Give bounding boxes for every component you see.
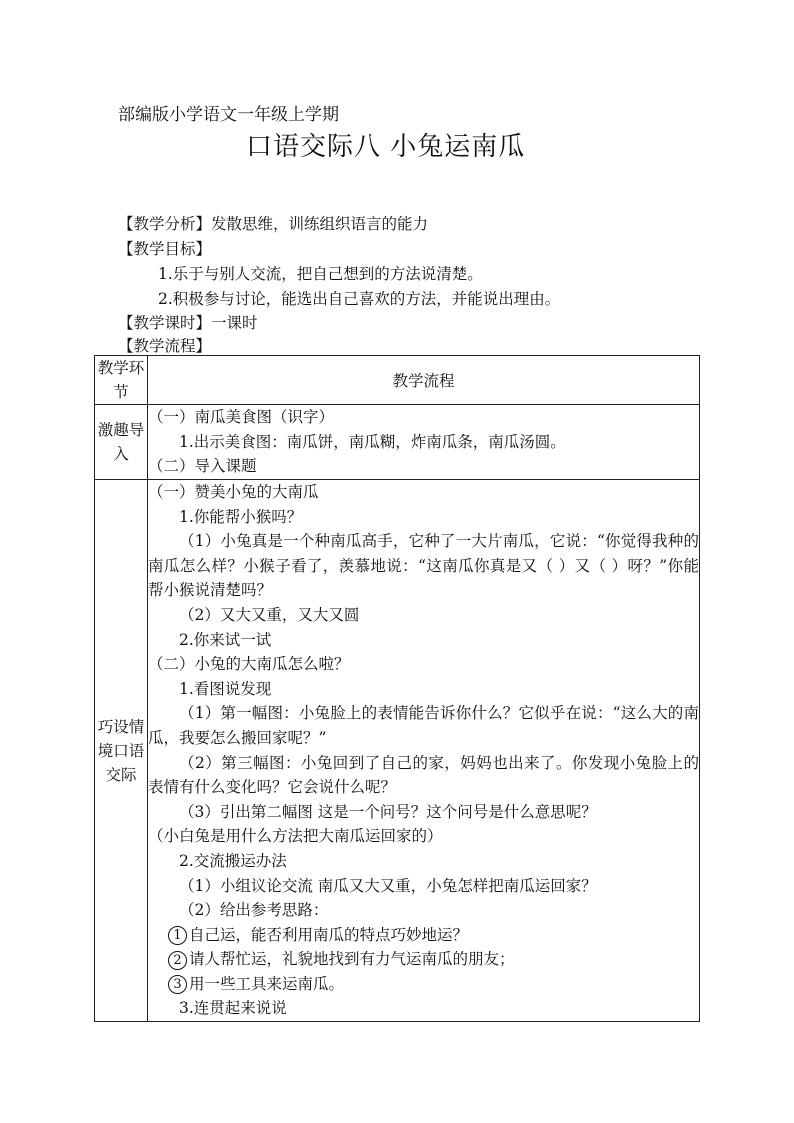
flow-line: 2.交流搬运办法 (179, 851, 287, 870)
flow-paragraph: （1）小兔真是一个种南瓜高手，它种了一大片南瓜，它说：“你觉得我种的南瓜怎么样？小猴子看了，羡慕地说：“这南瓜你真是又（ ）又（ ）呀？”你能帮小猴说清楚吗？ (148, 532, 699, 600)
option-line (148, 923, 699, 948)
document-supertitle: 部编版小学语文一年级上学期 (118, 105, 339, 125)
flow-cell-intro (148, 405, 700, 480)
table-header-row (95, 356, 700, 405)
teaching-flow-heading: 【教学流程】 (118, 337, 212, 355)
flow-line: （一）赞美小兔的大南瓜 (148, 483, 319, 501)
circled-number-3: 3 (168, 975, 187, 994)
stage-cell-dialogue: 巧设情境口语交际 (95, 480, 148, 1022)
flow-paragraph: （2）第三幅图：小兔回到了自己的家，妈妈也出来了。你发现小兔脸上的表情有什么变化吗？它会说什么呢？ (148, 753, 699, 797)
flow-line: 2.你来试一试 (179, 630, 272, 649)
flow-line: （二）小兔的大南瓜怎么啦？ (148, 655, 350, 674)
flow-line: （3）引出第二幅图 这是一个问号？这个问号是什么意思呢？ (179, 802, 597, 821)
flow-cell-dialogue (148, 480, 700, 1022)
flow-line: （二）导入课题 (148, 457, 257, 476)
teaching-analysis: 【教学分析】发散思维，训练组织语言的能力 (118, 215, 429, 233)
teaching-hours: 【教学课时】一课时 (118, 314, 258, 332)
option-line (148, 972, 699, 997)
table-row (95, 405, 700, 480)
flow-line: 1.看图说发现 (179, 679, 272, 698)
teaching-goal-2: 2.积极参与讨论，能选出自己喜欢的方法，并能说出理由。 (158, 290, 561, 308)
flow-line: （2）又大又重，又大又圆 (179, 605, 360, 624)
option-text: 请人帮忙运，礼貌地找到有力气运南瓜的朋友； (189, 950, 515, 969)
flow-line: 1.出示美食图：南瓜饼，南瓜糊，炸南瓜条，南瓜汤圆。 (179, 432, 566, 451)
teaching-flow-table (94, 355, 700, 1022)
option-text: 自己运，能否利用南瓜的特点巧妙地运？ (189, 925, 469, 944)
flow-line: 3.连贯起来说说 (179, 999, 287, 1018)
flow-line: 1.你能帮小猴吗？ (179, 507, 303, 526)
circled-number-2: 2 (168, 951, 187, 970)
header-flow-cell: 教学流程 (148, 356, 700, 405)
flow-line: （1）小组议论交流 南瓜又大又重，小兔怎样把南瓜运回家？ (179, 876, 597, 895)
option-line (148, 947, 699, 972)
document-title: 口语交际八 小兔运南瓜 (246, 132, 526, 162)
flow-line: （小白兔是用什么方法把大南瓜运回家的） (148, 827, 443, 846)
flow-line: （一）南瓜美食图（识字） (148, 408, 335, 426)
table-row (95, 480, 700, 1022)
circled-number-1: 1 (168, 926, 187, 945)
flow-line: （2）给出参考思路： (179, 901, 329, 920)
teaching-goal-1: 1.乐于与别人交流，把自己想到的方法说清楚。 (158, 265, 483, 283)
teaching-goals-heading: 【教学目标】 (118, 240, 212, 258)
stage-cell-intro: 激趣导入 (95, 405, 148, 480)
header-stage-cell: 教学环节 (95, 356, 148, 405)
flow-paragraph: （1）第一幅图：小兔脸上的表情能告诉你什么？它似乎在说：“这么大的南瓜，我要怎么搬回家呢？” (148, 704, 699, 747)
option-text: 用一些工具来运南瓜。 (189, 974, 345, 993)
